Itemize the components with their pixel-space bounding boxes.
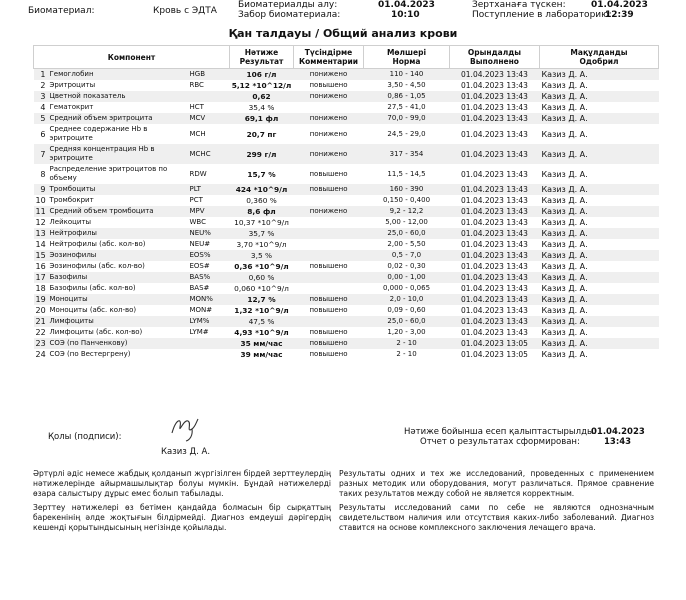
table-row [34,80,659,91]
table-row [34,283,659,294]
component-name: Распределение эритроцитов по объему [49,165,168,182]
norm-range: 110 - 140 [364,69,450,81]
result-value: 424 *10^9/л [230,184,294,195]
row-number: 20 [35,306,46,315]
norm-range: 0,02 - 0,30 [387,262,426,270]
completed-date: 01.04.2023 13:43 [450,228,540,239]
approved-by: Казиз Д. А. [540,316,659,327]
approved-by: Казиз Д. А. [540,206,659,217]
completed-date: 01.04.2023 13:43 [461,81,528,90]
approved-by: Казиз Д. А. [540,184,659,195]
result-comment: повышено [309,81,348,89]
completed-date: 01.04.2023 13:43 [461,129,528,139]
table-row [34,206,659,217]
component-abbr: LYM% [188,316,230,327]
table-row [34,102,659,113]
report-formed-kz: Нәтиже бойынша есеп қалыптастырылды: [404,427,597,437]
table-row [34,250,659,261]
approved-by: Казиз Д. А. [541,306,588,315]
component-name: СОЭ (по Панченкову) [48,338,188,349]
result-value: 4,93 *10^9/л [234,328,289,337]
norm-range: 1,20 - 3,00 [387,328,426,336]
row-number: 2 [40,81,46,90]
row-number: 22 [35,328,46,337]
component-abbr: PLT [188,184,230,195]
result-comment [294,272,364,283]
approved-by: Казиз Д. А. [541,169,588,179]
component-abbr [188,349,230,360]
table-row [34,164,659,184]
table-row [34,261,659,272]
table-row [34,184,659,195]
approved-by: Казиз Д. А. [541,103,588,112]
component-name: Лимфоциты [48,316,188,327]
component-abbr: PCT [189,196,203,204]
column-component: Компонент [34,46,230,69]
column-result: Нәтиже Результат [230,46,294,69]
note-kz-1: Әртүрлі әдіс немесе жабдық қолданып жүргізілген бірдей зерттеулердің нәтижелерінде айырмашылықтар болуы мүмкін. Бұндай нәтижелерді өзара салыстыру дұрыс емес болып табылады. [33,469,331,498]
row-number: 21 [35,317,46,326]
result-comment [294,102,364,113]
approved-by: Казиз Д. А. [541,328,588,337]
result-value: 3,5 % [230,250,294,261]
component-abbr [188,91,230,102]
table-row [34,349,659,360]
row-number: 13 [35,229,46,238]
norm-range: 27,5 - 41,0 [387,103,426,111]
result-value: 35,7 % [230,228,294,239]
sample-taken-label: Биоматериалды алу: [238,0,338,10]
component-abbr: WBC [189,218,206,226]
table-row [34,294,659,305]
component-name: Эозинофилы (абс. кол-во) [49,262,145,270]
norm-range: 25,0 - 60,0 [364,316,450,327]
row-number: 24 [35,350,46,359]
row-number: 4 [40,103,46,112]
completed-date: 01.04.2023 13:43 [450,206,540,217]
biomaterial-label: Биоматериал: [28,6,95,16]
result-value: 69,1 фл [230,113,294,124]
result-value: 39 мм/час [240,350,283,359]
norm-range: 317 - 354 [364,144,450,164]
row-number: 5 [34,113,48,124]
approved-by: Казиз Д. А. [541,218,588,227]
completed-date: 01.04.2023 13:43 [450,250,540,261]
result-value: 20,7 пг [246,129,277,139]
row-number: 19 [35,295,46,304]
completed-date: 01.04.2023 13:05 [461,350,528,359]
component-name: Базофилы [48,272,188,283]
component-name: Средний объем эритроцита [48,113,188,124]
column-approved: Мақұлданды Одобрил [540,46,659,69]
result-value: 0,36 *10^9/л [234,262,289,271]
component-name: Моноциты (абс. кол-во) [49,306,137,314]
completed-date: 01.04.2023 13:43 [461,262,528,271]
norm-range: 0,09 - 0,60 [387,306,426,314]
note-ru-2: Результаты исследований сами по себе не являются однозначным свидетельством наличия или отсутствия каких-либо заболеваний. Диагноз ставится на основе комплексного заключения лечащего врача. [339,503,654,532]
completed-date: 01.04.2023 13:43 [450,144,540,164]
norm-range: 160 - 390 [364,184,450,195]
norm-range: 0,150 - 0,400 [382,196,431,204]
completed-date: 01.04.2023 13:43 [461,306,528,315]
approved-by: Казиз Д. А. [540,69,659,81]
received-time-label: Поступление в лабораторию: [472,10,612,20]
norm-range: 2 - 10 [364,338,450,349]
approved-by: Казиз Д. А. [540,228,659,239]
norm-range: 24,5 - 29,0 [387,129,426,138]
completed-date: 01.04.2023 13:43 [450,272,540,283]
result-value: 10,37 *10^9/л [234,218,289,227]
component-name: Средний объем тромбоцита [48,206,188,217]
component-name: Нейтрофилы (абс. кол-во) [49,240,146,248]
biomaterial-value: Кровь с ЭДТА [153,6,217,16]
component-abbr: MCV [188,113,230,124]
norm-range: 2,0 - 10,0 [364,294,450,305]
row-number: 17 [35,273,46,282]
approved-by: Казиз Д. А. [540,91,659,102]
table-header-row [34,46,659,69]
row-number: 11 [35,207,46,216]
component-name: Среднее содержание Hb в эритроците [49,125,148,142]
row-number: 8 [40,169,46,179]
component-abbr: RDW [189,169,207,178]
result-value: 1,32 *10^9/л [234,306,289,315]
component-abbr: NEU% [188,228,230,239]
row-number: 9 [34,184,48,195]
completed-date: 01.04.2023 13:43 [461,284,528,293]
table-row [34,327,659,338]
component-abbr: RBC [189,81,204,89]
report-title: Қан талдауы / Общий анализ крови [228,27,458,40]
result-comment [294,195,364,206]
component-name: Нейтрофилы [48,228,188,239]
table-row [34,316,659,327]
component-abbr: HCT [189,103,204,111]
result-comment: повышено [309,306,348,314]
result-comment: повышено [309,169,348,178]
norm-range: 0,000 - 0,065 [382,284,431,292]
result-comment: понижено [294,144,364,164]
norm-range: 25,0 - 60,0 [364,228,450,239]
norm-range: 5,00 - 12,00 [385,218,428,226]
row-number: 12 [35,218,46,227]
component-name: Лейкоциты [49,218,92,226]
component-name: Средняя концентрация Hb в эритроците [48,144,188,164]
result-value: 0,060 *10^9/л [234,284,289,293]
row-number: 3 [34,91,48,102]
result-value: 299 г/л [230,144,294,164]
completed-date: 01.04.2023 13:43 [450,294,540,305]
component-abbr [188,338,230,349]
completed-date: 01.04.2023 13:43 [461,196,528,205]
sample-time-label: Забор биоматериала: [238,10,341,20]
approved-by: Казиз Д. А. [541,81,588,90]
table-row [34,305,659,316]
completed-date: 01.04.2023 13:43 [461,240,528,249]
approved-by: Казиз Д. А. [540,250,659,261]
table-row [34,195,659,206]
component-abbr: MCH [189,129,206,138]
norm-range: 70,0 - 99,0 [364,113,450,124]
report-date: 01.04.2023 [591,427,645,437]
result-value: 5,12 *10^12/л [231,81,292,90]
approved-by: Казиз Д. А. [541,262,588,271]
component-abbr: EOS% [188,250,230,261]
table-row [34,217,659,228]
table-row [34,338,659,349]
norm-range: 2 - 10 [396,350,417,358]
results-table [33,45,659,360]
component-abbr: EOS# [189,262,210,270]
component-name: СОЭ (по Вестергрену) [49,350,131,358]
norm-range: 2,00 - 5,50 [387,240,426,248]
norm-range: 3,50 - 4,50 [387,81,426,89]
signer-name: Казиз Д. А. [161,447,211,457]
completed-date: 01.04.2023 13:43 [461,169,528,179]
component-name: Гематокрит [49,103,94,111]
table-row [34,69,659,81]
result-comment: повышено [309,350,348,358]
component-abbr: HGB [188,69,230,81]
completed-date: 01.04.2023 13:43 [450,91,540,102]
result-comment: повышено [294,184,364,195]
approved-by: Казиз Д. А. [541,240,588,249]
component-name: Тромбокрит [49,196,94,204]
approved-by: Казиз Д. А. [540,294,659,305]
result-comment: понижено [294,91,364,102]
result-comment [294,239,364,250]
result-value: 35 мм/час [230,338,294,349]
norm-range: 9,2 - 12,2 [364,206,450,217]
sample-taken-time: 10:10 [391,10,420,20]
row-number: 7 [34,144,48,164]
row-number: 15 [35,251,46,260]
table-row [34,239,659,250]
row-number: 1 [34,69,48,81]
approved-by: Казиз Д. А. [540,272,659,283]
table-row [34,228,659,239]
completed-date: 01.04.2023 13:43 [450,184,540,195]
result-comment [294,283,364,294]
component-name: Цветной показатель [48,91,188,102]
column-done: Орындалды Выполнено [450,46,540,69]
result-comment [294,228,364,239]
report-header [0,0,686,22]
note-ru-1: Результаты одних и тех же исследований, проведенных с применением разных методик или оборудования, могут различаться. Прямое сравнение таких результатов между собой не является корректным. [339,469,654,498]
component-name: Базофилы (абс. кол-во) [49,284,136,292]
sample-taken-date: 01.04.2023 [378,0,435,10]
approved-by: Казиз Д. А. [540,338,659,349]
result-comment: понижено [294,206,364,217]
component-name: Тромбоциты [48,184,188,195]
table-row [34,272,659,283]
report-time: 13:43 [604,437,632,447]
component-name: Эритроциты [49,81,96,89]
result-comment: повышено [294,294,364,305]
row-number: 6 [40,129,46,139]
row-number: 18 [35,284,46,293]
component-abbr: NEU# [189,240,211,248]
completed-date: 01.04.2023 13:43 [461,328,528,337]
approved-by: Казиз Д. А. [541,196,588,205]
norm-range: 0,00 - 1,00 [364,272,450,283]
result-comment: понижено [309,129,348,138]
row-number: 16 [35,262,46,271]
norm-range: 0,86 - 1,05 [364,91,450,102]
handwritten-signature-icon [168,413,202,443]
result-comment [294,250,364,261]
completed-date: 01.04.2023 13:43 [450,316,540,327]
component-abbr: LYM# [189,328,209,336]
result-value: 35,4 % [248,103,275,112]
result-comment [294,316,364,327]
result-value: 3,70 *10^9/л [236,240,287,249]
table-row [34,91,659,102]
column-norm: Мөлшері Норма [364,46,450,69]
result-comment: понижено [294,69,364,81]
table-row [34,124,659,144]
note-kz-2: Зерттеу нәтижелері өз бетімен қандайда болмасын бір сырқаттың барекенінің әлде жоқтығын білдірмейді. Диагноз емдеуші дәрігердің кешенді қорытындысының негізінде қойылады. [33,503,331,532]
row-number: 10 [35,196,46,205]
approved-by: Казиз Д. А. [541,129,588,139]
component-name: Эозинофилы [48,250,188,261]
component-name: Лимфоциты (абс. кол-во) [49,328,143,336]
result-comment: повышено [309,328,348,336]
result-value: 0,60 % [230,272,294,283]
completed-date: 01.04.2023 13:05 [450,338,540,349]
received-time: 12:39 [605,10,634,20]
component-abbr: MPV [188,206,230,217]
column-comment: Түсіндірме Комментарии [294,46,364,69]
result-value: 12,7 % [230,294,294,305]
approved-by: Казиз Д. А. [540,113,659,124]
row-number: 14 [35,240,46,249]
approved-by: Казиз Д. А. [541,350,588,359]
result-comment [294,217,364,228]
approved-by: Казиз Д. А. [541,284,588,293]
result-value: 47,5 % [230,316,294,327]
report-formed-ru: Отчет о результатах сформирован: [420,437,580,447]
result-comment: повышено [294,338,364,349]
result-comment: повышено [309,262,348,270]
table-row [34,144,659,164]
completed-date: 01.04.2023 13:43 [461,218,528,227]
completed-date: 01.04.2023 13:43 [450,69,540,81]
completed-date: 01.04.2023 13:43 [450,113,540,124]
norm-range: 11,5 - 14,5 [387,169,426,178]
component-abbr: BAS# [189,284,210,292]
result-value: 8,6 фл [230,206,294,217]
component-abbr: BAS% [188,272,230,283]
component-abbr: MCHC [188,144,230,164]
component-abbr: MON# [189,306,213,314]
approved-by: Казиз Д. А. [540,144,659,164]
result-value: 15,7 % [247,169,276,179]
component-name: Моноциты [48,294,188,305]
result-value: 106 г/л [230,69,294,81]
signature-label: Қолы (подписи): [48,432,122,442]
received-date: 01.04.2023 [591,0,648,10]
received-label: Зертханаға түскен: [472,0,566,10]
norm-range: 0,5 - 7,0 [364,250,450,261]
component-abbr: MON% [188,294,230,305]
result-value: 0,360 % [246,196,277,205]
row-number: 23 [35,339,46,348]
result-comment: понижено [294,113,364,124]
result-value: 0,62 [230,91,294,102]
completed-date: 01.04.2023 13:43 [461,103,528,112]
component-name: Гемоглобин [48,69,188,81]
table-row [34,113,659,124]
